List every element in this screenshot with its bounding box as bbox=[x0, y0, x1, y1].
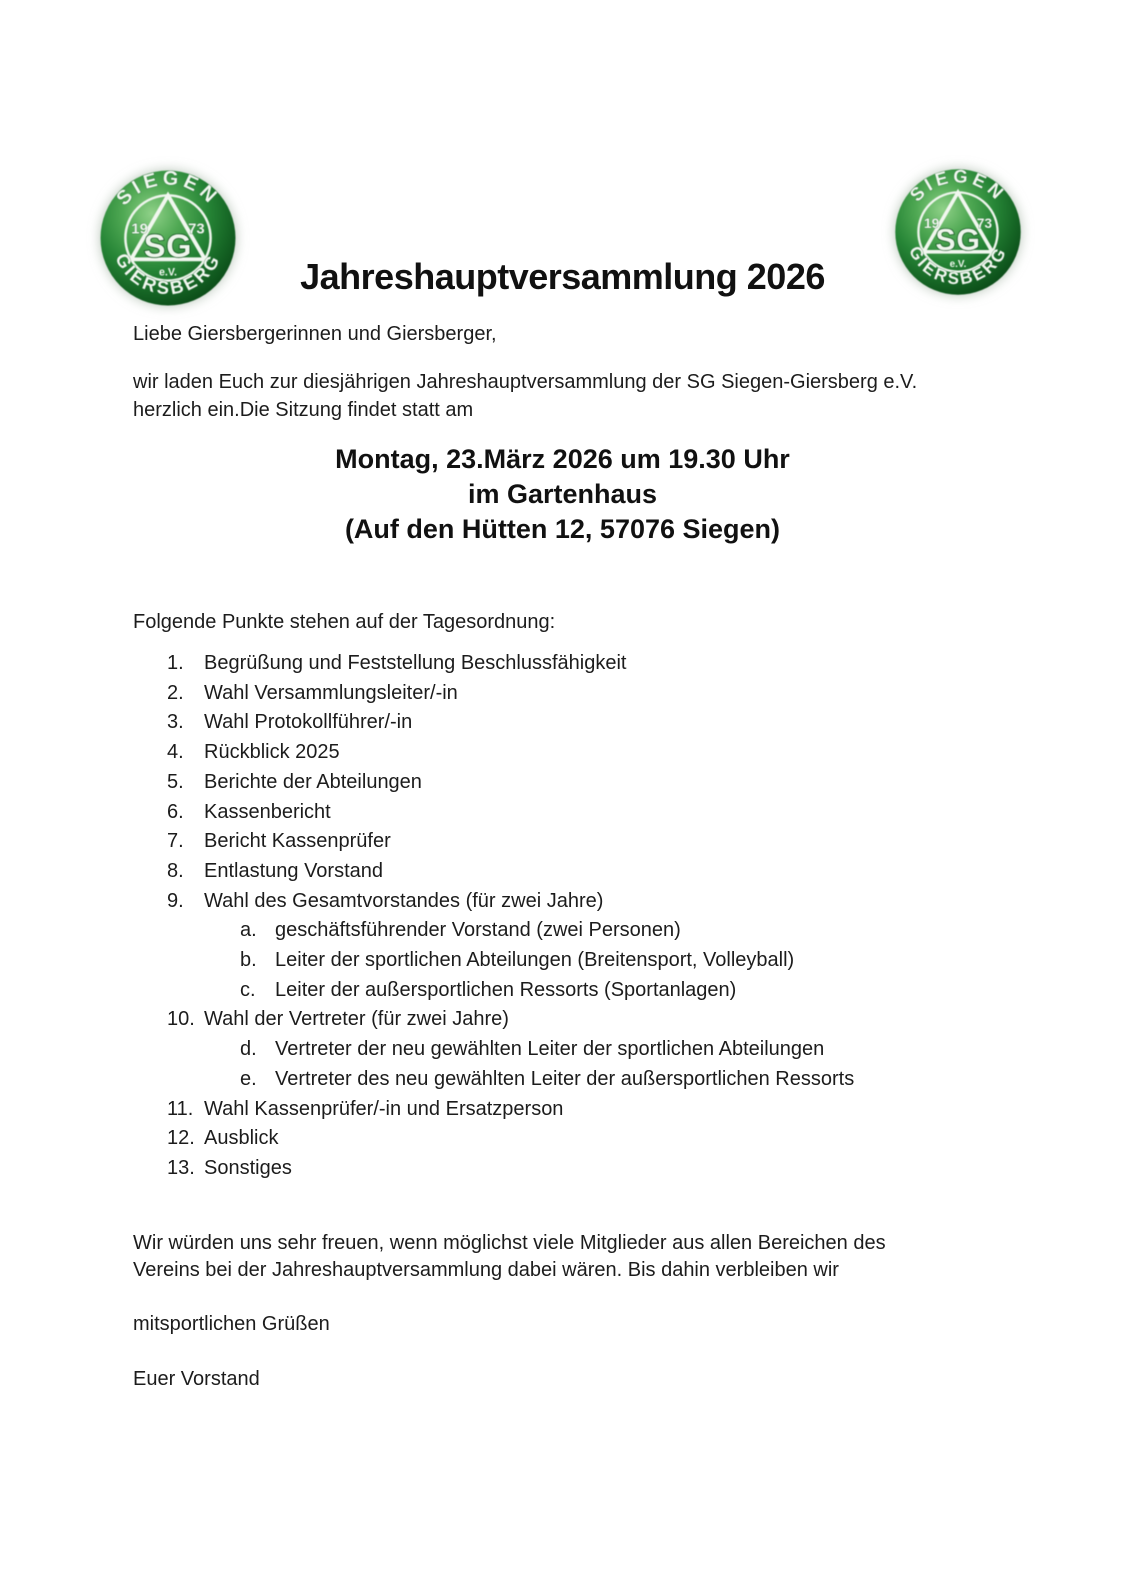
salutation: Liebe Giersbergerinnen und Giersberger, bbox=[133, 323, 497, 345]
logo-bottom-arc-text: GIERSBERG bbox=[905, 242, 1011, 289]
logo-ev-text: e.V. bbox=[949, 258, 967, 270]
agenda-item bbox=[133, 1095, 854, 1125]
agenda-item-text: Vertreter des neu gewählten Leiter der außersportlichen Ressorts bbox=[275, 1067, 855, 1090]
logo-initials: SG bbox=[935, 223, 981, 257]
agenda-item-marker: 7. bbox=[167, 830, 184, 853]
agenda-item-text: Entlastung Vorstand bbox=[204, 859, 384, 882]
logo-top-arc-text: SIEGEN bbox=[905, 166, 1011, 206]
agenda-item-marker: 5. bbox=[167, 770, 184, 793]
agenda-item bbox=[133, 827, 854, 857]
agenda-item bbox=[133, 649, 854, 679]
logo-year-right: 73 bbox=[976, 215, 993, 232]
agenda-item-text: Bericht Kassenprüfer bbox=[204, 830, 391, 853]
agenda-item-text: geschäftsführender Vorstand (zwei Personen) bbox=[275, 919, 681, 942]
logo-initials: SG bbox=[143, 227, 193, 265]
agenda-item-marker: a. bbox=[240, 919, 257, 942]
agenda-item bbox=[133, 798, 854, 828]
agenda-item-text: Ausblick bbox=[204, 1127, 279, 1150]
logo-ev-text: e.V. bbox=[159, 266, 177, 279]
agenda-item-marker: 11. bbox=[167, 1097, 194, 1120]
agenda-item-text: Rückblick 2025 bbox=[204, 741, 340, 764]
agenda-item-marker: 13. bbox=[167, 1156, 195, 1179]
agenda-item-text: Wahl Protokollführer/-in bbox=[204, 711, 413, 734]
agenda-item-marker: e. bbox=[240, 1067, 257, 1090]
agenda-item-text: Wahl Versammlungsleiter/-in bbox=[204, 681, 458, 704]
agenda-item bbox=[133, 1154, 854, 1184]
logo-bottom-arc-text: GIERSBERG bbox=[111, 249, 225, 299]
signature: Euer Vorstand bbox=[133, 1368, 260, 1390]
agenda-item-marker: 3. bbox=[167, 711, 184, 734]
closing-line: Wir würden uns sehr freuen, wenn möglichst viele Mitglieder aus allen Bereichen des bbox=[133, 1232, 886, 1254]
agenda-item-text: Sonstiges bbox=[204, 1156, 292, 1179]
agenda-item-marker: b. bbox=[240, 949, 257, 972]
page-title: Jahreshauptversammlung 2026 bbox=[300, 256, 825, 297]
agenda-heading: Folgende Punkte stehen auf der Tagesordnung: bbox=[133, 611, 556, 633]
intro-line: herzlich ein.Die Sitzung findet statt am bbox=[133, 399, 474, 421]
agenda-item bbox=[133, 679, 854, 709]
intro-line: wir laden Euch zur diesjährigen Jahreshauptversammlung der SG Siegen-Giersberg e.V. bbox=[133, 371, 918, 393]
agenda-item-marker: 6. bbox=[167, 800, 184, 823]
agenda-item bbox=[133, 1124, 854, 1154]
agenda-item bbox=[133, 768, 854, 798]
agenda-item-text: Begrüßung und Feststellung Beschlussfähigkeit bbox=[204, 652, 627, 674]
agenda-item bbox=[133, 1005, 854, 1035]
agenda-item-marker: 1. bbox=[167, 652, 184, 674]
agenda-item-marker: d. bbox=[240, 1038, 257, 1061]
agenda-item-marker: 12. bbox=[167, 1127, 195, 1150]
logo-year-right: 73 bbox=[188, 221, 205, 238]
agenda-item bbox=[133, 916, 854, 946]
logo-top-arc-text: SIEGEN bbox=[112, 167, 224, 210]
agenda-item-marker: 4. bbox=[167, 741, 184, 764]
event-location: im Gartenhaus bbox=[467, 479, 658, 509]
agenda-item-text: Leiter der außersportlichen Ressorts (Sportanlagen) bbox=[275, 978, 737, 1001]
agenda-item-marker: 2. bbox=[167, 681, 184, 704]
logo-year-left: 19 bbox=[131, 221, 148, 238]
agenda-item-text: Wahl der Vertreter (für zwei Jahre) bbox=[204, 1008, 509, 1031]
agenda-item-marker: 8. bbox=[167, 859, 184, 882]
agenda-item bbox=[133, 1035, 854, 1065]
agenda-item-text: Wahl Kassenprüfer/-in und Ersatzperson bbox=[204, 1097, 564, 1120]
agenda-item-text: Kassenbericht bbox=[204, 800, 331, 823]
logo-year-left: 19 bbox=[923, 215, 940, 232]
agenda-item-text: Wahl des Gesamtvorstandes (für zwei Jahre) bbox=[204, 889, 604, 912]
event-address: (Auf den Hütten 12, 57076 Siegen) bbox=[344, 514, 781, 544]
regards: mitsportlichen Grüßen bbox=[133, 1313, 330, 1335]
agenda-item bbox=[133, 887, 854, 917]
agenda-item bbox=[133, 946, 854, 976]
agenda-list bbox=[133, 649, 854, 1184]
event-datetime: Montag, 23.März 2026 um 19.30 Uhr bbox=[335, 444, 790, 474]
agenda-item-marker: 10. bbox=[167, 1008, 195, 1031]
agenda-item-text: Vertreter der neu gewählten Leiter der sportlichen Abteilungen bbox=[275, 1038, 825, 1061]
agenda-item-text: Berichte der Abteilungen bbox=[204, 770, 422, 793]
agenda-item bbox=[133, 857, 854, 887]
intro-paragraph bbox=[133, 368, 917, 424]
agenda-item bbox=[133, 976, 854, 1006]
agenda-item bbox=[133, 738, 854, 768]
agenda-item bbox=[133, 708, 854, 738]
agenda-item-text: Leiter der sportlichen Abteilungen (Breitensport, Volleyball) bbox=[275, 949, 795, 972]
event-details bbox=[0, 442, 1125, 547]
closing-paragraph bbox=[133, 1230, 886, 1284]
agenda-item bbox=[133, 1065, 854, 1095]
agenda-item-marker: c. bbox=[240, 978, 256, 1001]
closing-line: Vereins bei der Jahreshauptversammlung dabei wären. Bis dahin verbleiben wir bbox=[133, 1259, 839, 1281]
agenda-item-marker: 9. bbox=[167, 889, 184, 912]
